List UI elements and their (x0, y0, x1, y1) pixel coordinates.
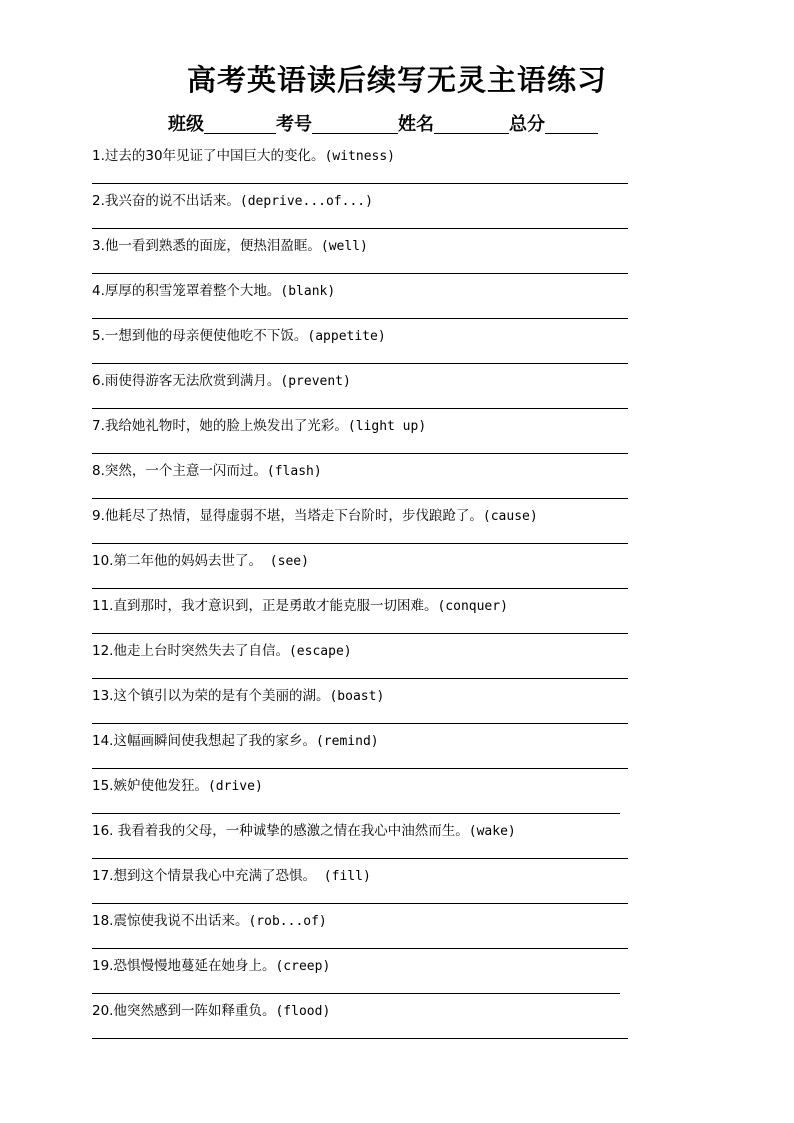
question-text: 19.恐惧慢慢地蔓延在她身上。 (92, 958, 276, 974)
question-keyword-hint: (well) (320, 239, 368, 254)
question-keyword-hint: (cause) (482, 509, 538, 524)
question-keyword-hint: (witness) (324, 149, 396, 164)
question-keyword-hint: (conquer) (437, 599, 508, 614)
question-item (92, 455, 628, 500)
score-field[interactable] (545, 111, 598, 134)
question-item (92, 860, 628, 905)
question-prompt (92, 146, 395, 167)
score-label: 总分 (509, 114, 545, 135)
question-prompt (92, 326, 386, 347)
answer-line[interactable] (92, 318, 628, 319)
question-item (92, 635, 628, 680)
question-text: 20.他突然感到一阵如释重负。 (92, 1003, 276, 1019)
question-text: 14.这幅画瞬间使我想起了我的家乡。 (92, 733, 316, 749)
question-list (92, 140, 628, 1040)
question-keyword-hint: (drive) (207, 779, 263, 794)
question-item (92, 905, 628, 950)
question-text: 15.嫉妒使他发狂。 (92, 778, 208, 794)
question-prompt (92, 1001, 330, 1022)
question-text: 2.我兴奋的说不出话来。 (92, 193, 240, 209)
question-item (92, 410, 628, 455)
answer-line[interactable] (92, 678, 628, 679)
question-prompt (92, 641, 352, 662)
question-prompt (92, 191, 373, 212)
answer-line[interactable] (92, 858, 628, 859)
question-item (92, 725, 628, 770)
question-item (92, 140, 628, 185)
question-prompt (92, 371, 351, 392)
answer-line[interactable] (92, 273, 628, 274)
name-label: 姓名 (398, 114, 434, 135)
question-keyword-hint: (wake) (468, 824, 516, 839)
answer-line[interactable] (92, 408, 628, 409)
question-keyword-hint: (creep) (275, 959, 331, 974)
question-text: 10.第二年他的妈妈去世了。 (92, 553, 262, 569)
question-item (92, 545, 628, 590)
question-item (92, 275, 628, 320)
question-prompt (92, 596, 508, 617)
question-prompt (92, 731, 379, 752)
question-prompt (92, 686, 384, 707)
question-text: 18.震惊使我说不出话来。 (92, 913, 249, 929)
question-text: 3.他一看到熟悉的面庞，便热泪盈眶。 (92, 238, 321, 254)
question-keyword-hint: (blank) (280, 284, 336, 299)
answer-line[interactable] (92, 183, 628, 184)
question-text: 9.他耗尽了热情，显得虚弱不堪，当塔走下台阶时，步伐踉跄了。 (92, 508, 483, 524)
question-text: 6.雨使得游客无法欣赏到满月。 (92, 373, 281, 389)
answer-line[interactable] (92, 723, 628, 724)
exam-number-label: 考号 (276, 114, 312, 135)
answer-line[interactable] (92, 543, 628, 544)
question-item (92, 815, 628, 860)
class-label: 班级 (168, 114, 204, 135)
question-keyword-hint: (boast) (329, 689, 385, 704)
name-field[interactable] (434, 111, 509, 134)
question-keyword-hint: (flash) (266, 464, 322, 479)
class-field[interactable] (204, 111, 276, 134)
answer-line[interactable] (92, 948, 628, 949)
question-item (92, 950, 628, 995)
question-keyword-hint: (fill) (315, 869, 371, 884)
question-text: 4.厚厚的积雪笼罩着整个大地。 (92, 283, 281, 299)
question-keyword-hint: (deprive...of...) (239, 194, 373, 209)
question-item (92, 680, 628, 725)
question-keyword-hint: (remind) (315, 734, 379, 749)
question-item (92, 230, 628, 275)
question-prompt (92, 866, 371, 887)
answer-line[interactable] (92, 363, 628, 364)
question-text: 1.过去的30年见证了中国巨大的变化。 (92, 148, 325, 164)
page-title: 高考英语读后续写无灵主语练习 (186, 63, 607, 97)
answer-line[interactable] (92, 903, 628, 904)
question-text: 8.突然，一个主意一闪而过。 (92, 463, 267, 479)
question-item (92, 185, 628, 230)
question-prompt (92, 506, 538, 527)
answer-line[interactable] (92, 453, 628, 454)
question-prompt (92, 911, 327, 932)
question-prompt (92, 236, 368, 257)
question-prompt (92, 551, 309, 572)
question-keyword-hint: (escape) (288, 644, 352, 659)
answer-line[interactable] (92, 588, 628, 589)
question-text: 13.这个镇引以为荣的是有个美丽的湖。 (92, 688, 330, 704)
student-info-line (168, 108, 628, 138)
answer-line[interactable] (92, 993, 620, 994)
question-prompt (92, 281, 335, 302)
question-item (92, 320, 628, 365)
answer-line[interactable] (92, 228, 628, 229)
question-text: 7.我给她礼物时，她的脸上焕发出了光彩。 (92, 418, 348, 434)
question-prompt (92, 416, 426, 437)
question-prompt (92, 461, 322, 482)
question-keyword-hint: (prevent) (280, 374, 351, 389)
question-keyword-hint: (rob...of) (248, 914, 327, 929)
question-text: 12.他走上台时突然失去了自信。 (92, 643, 289, 659)
question-text: 11.直到那时，我才意识到，正是勇敢才能克服一切困难。 (92, 598, 438, 614)
question-keyword-hint: (flood) (275, 1004, 331, 1019)
question-text: 17.想到这个情景我心中充满了恐惧。 (92, 868, 316, 884)
question-keyword-hint: (light up) (347, 419, 427, 434)
question-item (92, 995, 628, 1040)
question-keyword-hint: (see) (261, 554, 309, 569)
question-prompt (92, 956, 330, 977)
answer-line[interactable] (92, 498, 628, 499)
question-text: 16. 我看着我的父母，一种诚挚的感激之情在我心中油然而生。 (92, 823, 469, 839)
answer-line[interactable] (92, 768, 628, 769)
answer-line[interactable] (92, 1038, 628, 1039)
answer-line[interactable] (92, 813, 620, 814)
question-text: 5.一想到他的母亲便使他吃不下饭。 (92, 328, 308, 344)
question-prompt (92, 776, 263, 797)
question-item (92, 500, 628, 545)
exam-number-field[interactable] (312, 111, 398, 134)
question-prompt (92, 821, 516, 842)
question-item (92, 770, 628, 815)
answer-line[interactable] (92, 633, 628, 634)
question-item (92, 365, 628, 410)
question-item (92, 590, 628, 635)
question-keyword-hint: (appetite) (307, 329, 386, 344)
